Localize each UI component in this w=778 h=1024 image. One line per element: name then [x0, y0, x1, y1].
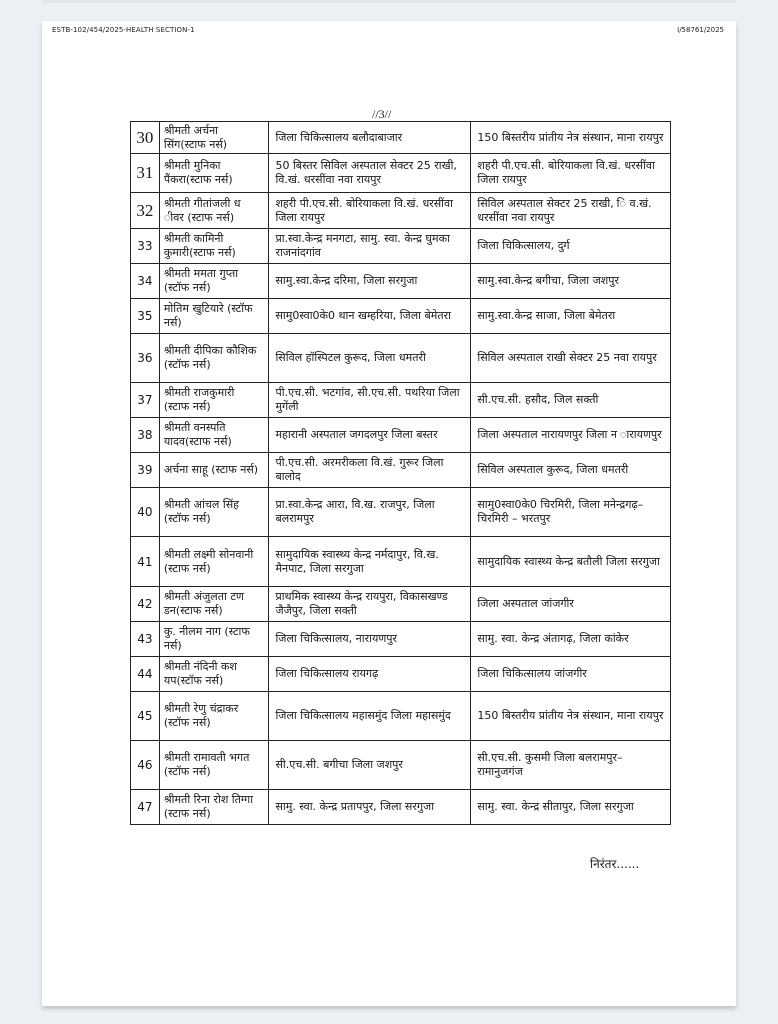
transfer-posting: सामु0स्वा0के0 चिरमिरी, जिला मनेन्द्रगढ़–चिरमिरी – भरतपुर	[471, 488, 671, 537]
serial-number: 35	[131, 299, 160, 334]
current-posting: प्रा.स्वा.केन्द्र मनगटा, सामु. स्वा. केन्द्र घुमका राजनांदगांव	[269, 229, 471, 264]
viewer-top-edge	[42, 0, 736, 3]
receipt-number: I/58761/2025	[677, 26, 724, 34]
serial-number: 30	[131, 122, 160, 154]
current-posting: प्रा.स्वा.केन्द्र आरा, वि.ख. राजपुर, जिला बलरामपुर	[269, 488, 471, 537]
transfer-posting: जिला चिकित्सालय जांजगीर	[471, 657, 671, 692]
serial-number: 34	[131, 264, 160, 299]
current-posting: सामुदायिक स्वास्थ्य केन्द्र नर्मदापुर, वि.ख. मैनपाट, जिला सरगुजा	[269, 537, 471, 587]
serial-number: 37	[131, 383, 160, 418]
current-posting: जिला चिकित्सालय रायगढ़	[269, 657, 471, 692]
table-row	[131, 193, 671, 229]
transfer-posting: 150 बिस्तरीय प्रांतीय नेत्र संस्थान, माना रायपुर	[471, 122, 671, 154]
current-posting: सामु. स्वा. केन्द्र प्रतापपुर, जिला सरगुजा	[269, 790, 471, 825]
serial-number: 42	[131, 587, 160, 622]
serial-number: 43	[131, 622, 160, 657]
employee-name: श्रीमती लक्ष्मी सोनवानी (स्टाफ नर्स)	[159, 537, 269, 587]
transfer-table	[130, 121, 671, 825]
table-row	[131, 154, 671, 193]
current-posting: प्राथमिक स्वास्थ्य केन्द्र रायपुरा, विकासखण्ड जैजैपुर, जिला सक्ती	[269, 587, 471, 622]
serial-number: 40	[131, 488, 160, 537]
serial-number: 31	[131, 154, 160, 193]
table-row	[131, 122, 671, 154]
table-row	[131, 657, 671, 692]
page-marker: //3//	[372, 107, 392, 121]
employee-name: श्रीमती राजकुमारी (स्टाफ नर्स)	[159, 383, 269, 418]
serial-number: 33	[131, 229, 160, 264]
table-row	[131, 264, 671, 299]
table-row	[131, 488, 671, 537]
current-posting: जिला चिकित्सालय बलौदाबाजार	[269, 122, 471, 154]
employee-name: श्रीमती दीपिका कौशिक (स्टॉफ नर्स)	[159, 334, 269, 383]
employee-name: मोतिम खुटियारे (स्टॉफ नर्स)	[159, 299, 269, 334]
employee-name: श्रीमती रेणु चंद्राकर (स्टॉफ नर्स)	[159, 692, 269, 741]
employee-name: अर्चना साहू (स्टाफ नर्स)	[159, 453, 269, 488]
current-posting: जिला चिकित्सालय, नारायणपुर	[269, 622, 471, 657]
employee-name: श्रीमती अंजुलता टण डन(स्टाफ नर्स)	[159, 587, 269, 622]
serial-number: 47	[131, 790, 160, 825]
transfer-posting: जिला अस्पताल नारायणपुर जिला न ारायणपुर	[471, 418, 671, 453]
transfer-posting: सामु.स्वा.केन्द्र बगीचा, जिला जशपुर	[471, 264, 671, 299]
current-posting: 50 बिस्तर सिविल अस्पताल सेक्टर 25 राखी, वि.खं. धरसींवा नवा रायपुर	[269, 154, 471, 193]
current-posting: पी.एच.सी. भटगांव, सी.एच.सी. पथरिया जिला मुगेंली	[269, 383, 471, 418]
document-page	[42, 21, 736, 1006]
employee-name: श्रीमती अर्चना सिंग(स्टाफ नर्स)	[159, 122, 269, 154]
employee-name: श्रीमती कामिनी कुमारी(स्टाफ नर्स)	[159, 229, 269, 264]
table-row	[131, 622, 671, 657]
transfer-posting: सामु. स्वा. केन्द्र अंतागढ़, जिला कांकेर	[471, 622, 671, 657]
table-row	[131, 334, 671, 383]
serial-number: 45	[131, 692, 160, 741]
transfer-posting: जिला चिकित्सालय, दुर्ग	[471, 229, 671, 264]
current-posting: महारानी अस्पताल जगदलपुर जिला बस्तर	[269, 418, 471, 453]
current-posting: पी.एच.सी. अरमरीकला वि.खं. गुरूर जिला बालोद	[269, 453, 471, 488]
employee-name: श्रीमती रामावती भगत (स्टॉफ नर्स)	[159, 741, 269, 790]
employee-name: श्रीमती ममता गुप्ता (स्टॉफ नर्स)	[159, 264, 269, 299]
serial-number: 41	[131, 537, 160, 587]
transfer-posting: सी.एच.सी. हसौद, जिल सक्ती	[471, 383, 671, 418]
serial-number: 46	[131, 741, 160, 790]
employee-name: कु. नीलम नाग (स्टाफ नर्स)	[159, 622, 269, 657]
table-row	[131, 299, 671, 334]
table-row	[131, 741, 671, 790]
employee-name: श्रीमती नंदिनी कश यप(स्टॉफ नर्स)	[159, 657, 269, 692]
current-posting: जिला चिकित्सालय महासमुंद जिला महासमुंद	[269, 692, 471, 741]
transfer-posting: 150 बिस्तरीय प्रांतीय नेत्र संस्थान, माना रायपुर	[471, 692, 671, 741]
serial-number: 44	[131, 657, 160, 692]
table-row	[131, 418, 671, 453]
transfer-posting: सामुदायिक स्वास्थ्य केन्द्र बतौली जिला सरगुजा	[471, 537, 671, 587]
transfer-posting: सिविल अस्पताल सेक्टर 25 राखी, ि व.खं. धरसींवा नवा रायपुर	[471, 193, 671, 229]
table-row	[131, 453, 671, 488]
table-row	[131, 790, 671, 825]
table-row	[131, 537, 671, 587]
table-row	[131, 587, 671, 622]
continued-label: निरंतर......	[590, 857, 640, 871]
current-posting: सी.एच.सी. बगीचा जिला जशपुर	[269, 741, 471, 790]
serial-number: 39	[131, 453, 160, 488]
serial-number: 38	[131, 418, 160, 453]
employee-name: श्रीमती वनस्पति यादव(स्टाफ नर्स)	[159, 418, 269, 453]
current-posting: शहरी पी.एच.सी. बोरियाकला वि.खं. धरसींवा जिला रायपुर	[269, 193, 471, 229]
transfer-posting: सी.एच.सी. कुसमी जिला बलरामपुर–रामानुजगंज	[471, 741, 671, 790]
serial-number: 32	[131, 193, 160, 229]
transfer-posting: सामु. स्वा. केन्द्र सीतापुर, जिला सरगुजा	[471, 790, 671, 825]
table-row	[131, 229, 671, 264]
current-posting: सामु.स्वा.केन्द्र दरिमा, जिला सरगुजा	[269, 264, 471, 299]
transfer-posting: जिला अस्पताल जांजगीर	[471, 587, 671, 622]
transfer-posting: सामु.स्वा.केन्द्र साजा, जिला बेमेतरा	[471, 299, 671, 334]
serial-number: 36	[131, 334, 160, 383]
table-row	[131, 383, 671, 418]
employee-name: श्रीमती मुनिका पैंकरा(स्टाफ नर्स)	[159, 154, 269, 193]
current-posting: सामु0स्वा0के0 थान खम्हरिया, जिला बेमेतरा	[269, 299, 471, 334]
current-posting: सिविल हॉस्पिटल कुरूद, जिला धमतरी	[269, 334, 471, 383]
file-reference: ESTB-102/454/2025-HEALTH SECTION-1	[52, 26, 195, 34]
transfer-posting: शहरी पी.एच.सी. बोरियाकला वि.खं. धरसींवा जिला रायपुर	[471, 154, 671, 193]
employee-name: श्रीमती गीतांजली ध ीवर (स्टाफ नर्स)	[159, 193, 269, 229]
table-row	[131, 692, 671, 741]
transfer-posting: सिविल अस्पताल राखी सेक्टर 25 नवा रायपुर	[471, 334, 671, 383]
transfer-posting: सिविल अस्पताल कुरूद, जिला धमतरी	[471, 453, 671, 488]
employee-name: श्रीमती रिना रोश तिग्गा (स्टाफ नर्स)	[159, 790, 269, 825]
employee-name: श्रीमती आंचल सिंह (स्टॉफ नर्स)	[159, 488, 269, 537]
